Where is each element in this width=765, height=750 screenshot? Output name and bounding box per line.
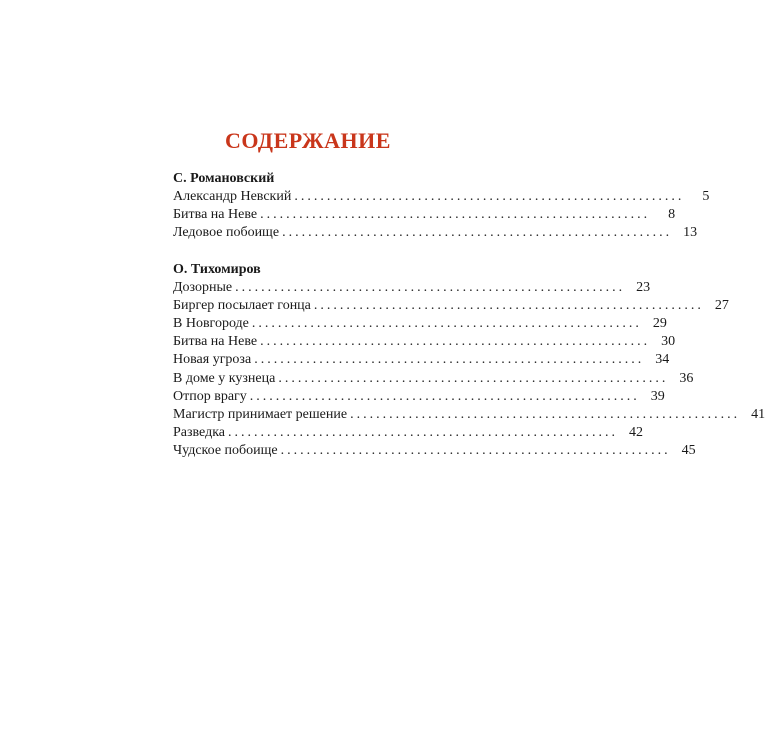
dot-leader: ............................................................ — [251, 315, 642, 331]
dot-leader: ............................................................ — [278, 370, 669, 386]
toc-entry-page: 34 — [655, 352, 670, 368]
toc-entry — [173, 188, 710, 206]
dot-leader: ............................................................ — [282, 225, 673, 241]
dot-leader: ............................................................ — [228, 425, 619, 441]
dot-leader: ............................................................ — [260, 207, 651, 223]
toc-entry-page: 41 — [751, 406, 765, 422]
dot-leader: ............................................................ — [260, 334, 651, 350]
toc-entry — [173, 206, 676, 224]
toc-entry-page: 29 — [652, 315, 667, 331]
toc-entry-title: Отпор врагу — [173, 388, 247, 404]
toc-entry-page: 30 — [661, 334, 676, 350]
toc-entry-title: Разведка — [173, 425, 226, 441]
dot-leader: ............................................................ — [254, 352, 645, 368]
toc-entry-title: В Новгороде — [173, 315, 249, 331]
toc-entry — [173, 406, 765, 424]
toc-entry — [173, 351, 670, 369]
toc-entry-title: Чудское побоище — [173, 443, 278, 459]
toc-entry — [173, 388, 665, 406]
table-of-contents — [173, 170, 765, 478]
toc-entry-page: 27 — [714, 297, 729, 313]
toc-entry-page: 8 — [668, 207, 676, 223]
dot-leader: ............................................................ — [350, 406, 741, 422]
section-author: О. Тихомиров — [173, 261, 261, 277]
toc-entry-title: Дозорные — [173, 279, 233, 295]
toc-entry-title: Биргер посылает гонца — [173, 297, 311, 313]
toc-section-tikhomirov — [173, 261, 765, 461]
toc-entry-page: 5 — [702, 189, 710, 204]
toc-entry — [173, 315, 667, 333]
toc-entry-page: 39 — [650, 388, 665, 404]
toc-entry-page: 36 — [679, 370, 694, 386]
toc-entry-page: 23 — [636, 279, 651, 295]
toc-entry-title: Александр Невский — [173, 189, 292, 204]
toc-entry-title: Битва на Неве — [173, 207, 258, 223]
dot-leader: ............................................................ — [313, 297, 704, 313]
toc-entry-page: 45 — [681, 443, 696, 459]
toc-entry-title: Ледовое побоище — [173, 225, 280, 241]
toc-entry-title: В доме у кузнеца — [173, 370, 276, 386]
toc-entry-page: 42 — [629, 425, 644, 441]
toc-entry — [173, 333, 676, 351]
toc-entry — [173, 442, 696, 460]
dot-leader: ............................................................ — [235, 279, 626, 295]
toc-entry-title: Магистр принимает решение — [173, 406, 348, 422]
dot-leader: ............................................................ — [249, 388, 640, 404]
toc-entry — [173, 279, 651, 297]
section-author: С. Романовский — [173, 171, 275, 186]
toc-entry-page: 13 — [683, 225, 698, 241]
dot-leader: ............................................................ — [280, 443, 671, 459]
page-title: СОДЕРЖАНИЕ — [225, 128, 391, 153]
toc-section-romanovsky — [173, 170, 710, 243]
toc-entry-title: Битва на Неве — [173, 334, 258, 350]
toc-entry — [173, 224, 698, 242]
toc-entry-title: Новая угроза — [173, 352, 252, 368]
toc-entry — [173, 370, 694, 388]
toc-entry — [173, 424, 644, 442]
toc-entry — [173, 297, 729, 315]
dot-leader: ............................................................ — [294, 189, 685, 204]
